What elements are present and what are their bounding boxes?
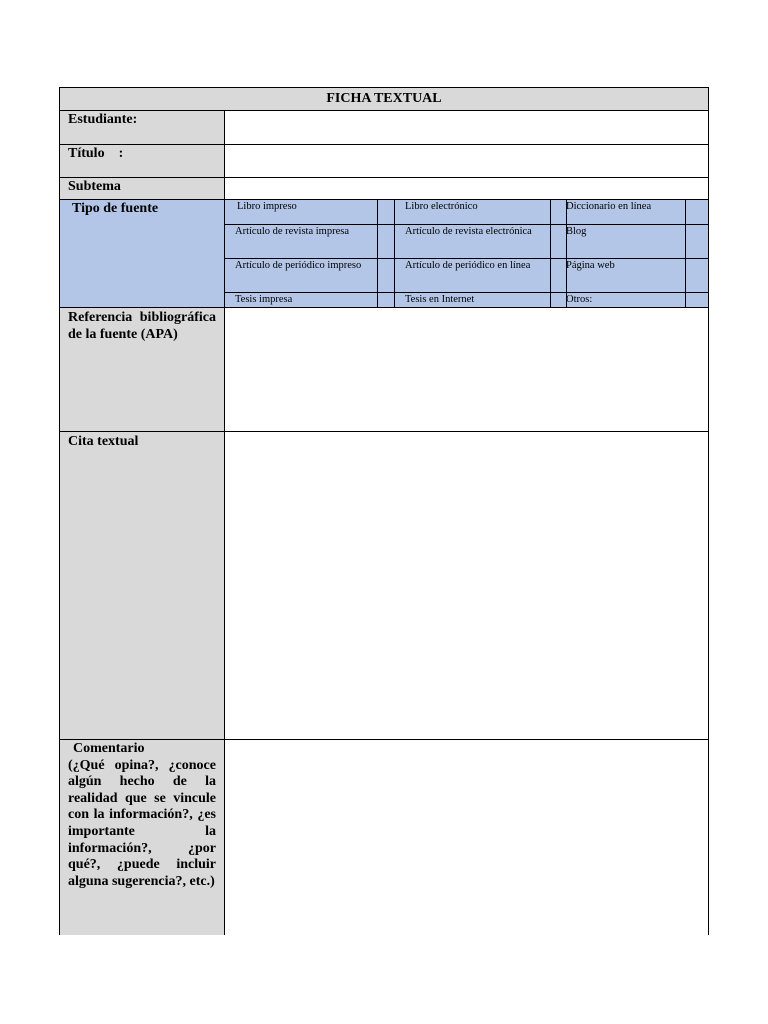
quote-field[interactable] [225, 432, 708, 739]
form-title: FICHA TEXTUAL [60, 88, 708, 110]
comment-hint: (¿Qué opina?, ¿conoce algún hecho de la realidad que se vincule con la información?, ¿es importante la información?, ¿por qué?, ¿puede incluir alguna sugerencia?, etc.) [68, 757, 216, 889]
comment-row [60, 739, 708, 935]
source-option: Artículo de periódico impreso [235, 260, 362, 271]
reference-label: Referencia bibliográfica de la fuente (APA) [60, 308, 225, 431]
comment-label: Comentario [73, 741, 145, 756]
student-label: Estudiante: [60, 111, 225, 144]
source-option: Artículo de revista electrónica [405, 226, 532, 237]
subtopic-label: Subtema [60, 178, 225, 199]
quote-row [60, 431, 708, 739]
source-option: Libro impreso [237, 201, 297, 212]
subtopic-field[interactable] [225, 178, 708, 199]
source-option: Libro electrónico [405, 201, 478, 212]
ficha-textual-form [59, 87, 709, 935]
source-checkbox[interactable] [686, 200, 708, 224]
source-option: Artículo de revista impresa [235, 226, 350, 237]
comment-field[interactable] [225, 740, 708, 935]
source-type-row [60, 199, 708, 307]
source-option: Artículo de periódico en línea [405, 260, 531, 271]
title-field[interactable] [225, 145, 708, 177]
source-option: Página web [566, 260, 615, 271]
source-option: Tesis en Internet [405, 294, 475, 305]
quote-label: Cita textual [60, 432, 225, 739]
source-option: Blog [566, 226, 587, 237]
source-type-grid [225, 200, 708, 307]
source-checkbox[interactable] [378, 200, 393, 224]
student-row [60, 110, 708, 144]
source-option: Tesis impresa [235, 294, 293, 305]
source-type-label: Tipo de fuente [60, 200, 225, 307]
source-checkbox[interactable] [551, 200, 565, 224]
subtopic-row [60, 177, 708, 199]
comment-label-cell [60, 740, 225, 935]
student-field[interactable] [225, 111, 708, 144]
title-label: Título : [60, 145, 225, 177]
source-option: Diccionario en línea [566, 201, 652, 212]
title-row [60, 144, 708, 177]
reference-row [60, 307, 708, 431]
reference-field[interactable] [225, 308, 708, 431]
source-option: Otros: [566, 294, 593, 305]
